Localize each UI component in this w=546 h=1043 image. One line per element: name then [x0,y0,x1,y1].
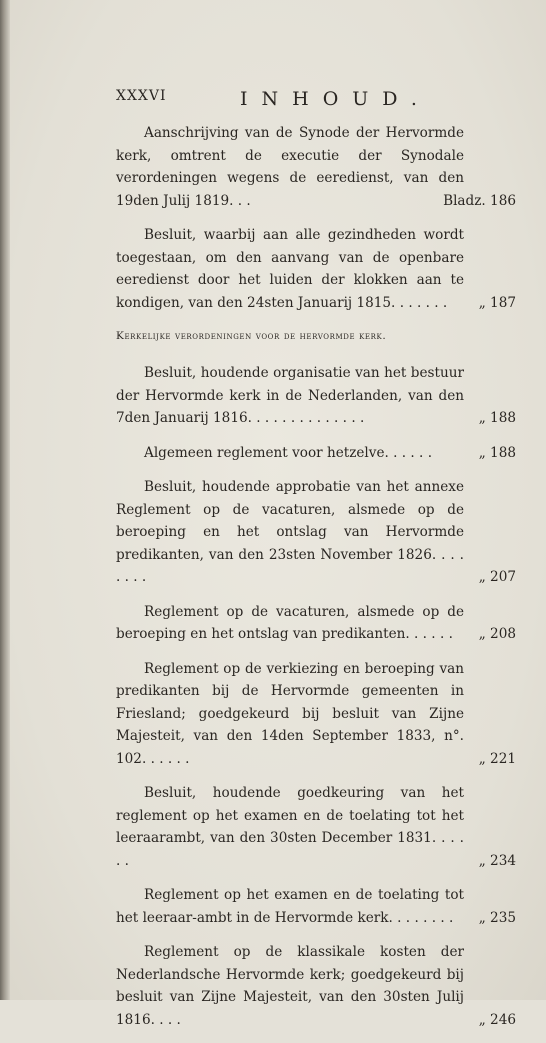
page-header [116,88,516,114]
toc-entry [116,601,520,646]
toc-entry-page: „ 221 [478,750,516,767]
toc-entry-page: „ 207 [478,569,516,585]
toc-entry [116,884,520,929]
toc-entry-text: Reglement op het examen en de toelating tot het leeraar-ambt in de Hervormde kerk. . . . . . . . [116,887,464,926]
page-number: XXXVI [116,88,167,104]
toc-entry-text: Reglement op de vacaturen, alsmede op de beroeping en het ontslag van predikanten. . . . . . [116,603,464,642]
toc-entry-page: „ 208 [478,626,516,642]
toc-entry-text: Algemeen reglement voor hetzelve. . . . . . [144,444,433,461]
toc-entry [116,224,520,314]
toc-entry-page: „ 246 [478,1011,516,1028]
toc-entry-text: Aanschrijving van de Synode der Hervormde kerk, omtrent de executie der Synodale verordeningen wegens de eeredienst, van den 19den Julij 1819. . . [116,125,464,209]
running-title: INHOUD. [240,88,431,110]
toc-entry [116,476,520,589]
page-spine-shadow [0,0,10,1000]
toc-entry [116,362,520,430]
toc-entry-page: Bladz. 186 [443,192,516,209]
toc-entry-page: „ 188 [478,444,516,461]
toc-entry [116,442,520,465]
toc-entry-page: „ 234 [478,852,516,869]
toc-entry-page: „ 235 [478,909,516,926]
toc-entry [116,782,520,872]
toc-entry-page: „ 188 [478,410,516,426]
table-of-contents [116,122,520,1043]
toc-entry [116,658,520,771]
toc-entry-text: Besluit, houdende approbatie van het annexe Reglement op de vacaturen, alsmede op de beroeping en het ontslag van Hervormde predikanten, van den 23sten November 1826. . . . . . . . [116,479,464,585]
toc-entry-text: Besluit, waarbij aan alle gezindheden wordt toegestaan, om den aanvang van de openbare eeredienst door het luiden der klokken aan te kondigen, van den 24sten Januarij 1815. . . . . . . [116,227,464,311]
toc-entry [116,122,520,212]
toc-entry-text: Reglement op de klassikale kosten der Nederlandsche Hervormde kerk; goedgekeurd bij besluit van Zijne Majesteit, van den 30sten Julij 1816. . . . [116,944,464,1028]
toc-entry-text: Besluit, houdende goedkeuring van het reglement op het examen en de toelating tot het leeraarambt, van den 30sten December 1831. . . . . . [116,785,464,869]
section-heading: Kerkelijke verordeningen voor de hervormde kerk. [116,330,387,342]
toc-entry-text: Reglement op de verkiezing en beroeping van predikanten bij de Hervormde gemeenten in Friesland; goedgekeurd bij besluit van Zijne Majesteit, van den 14den September 1833, n°. 102. . . . . . [116,660,464,767]
toc-entry-text: Besluit, houdende organisatie van het bestuur der Hervormde kerk in de Nederlanden, van den 7den Januarij 1816. . . . . . . . . . . . . . [116,365,464,426]
toc-entry-page: „ 187 [478,294,516,311]
toc-entry [116,941,520,1031]
